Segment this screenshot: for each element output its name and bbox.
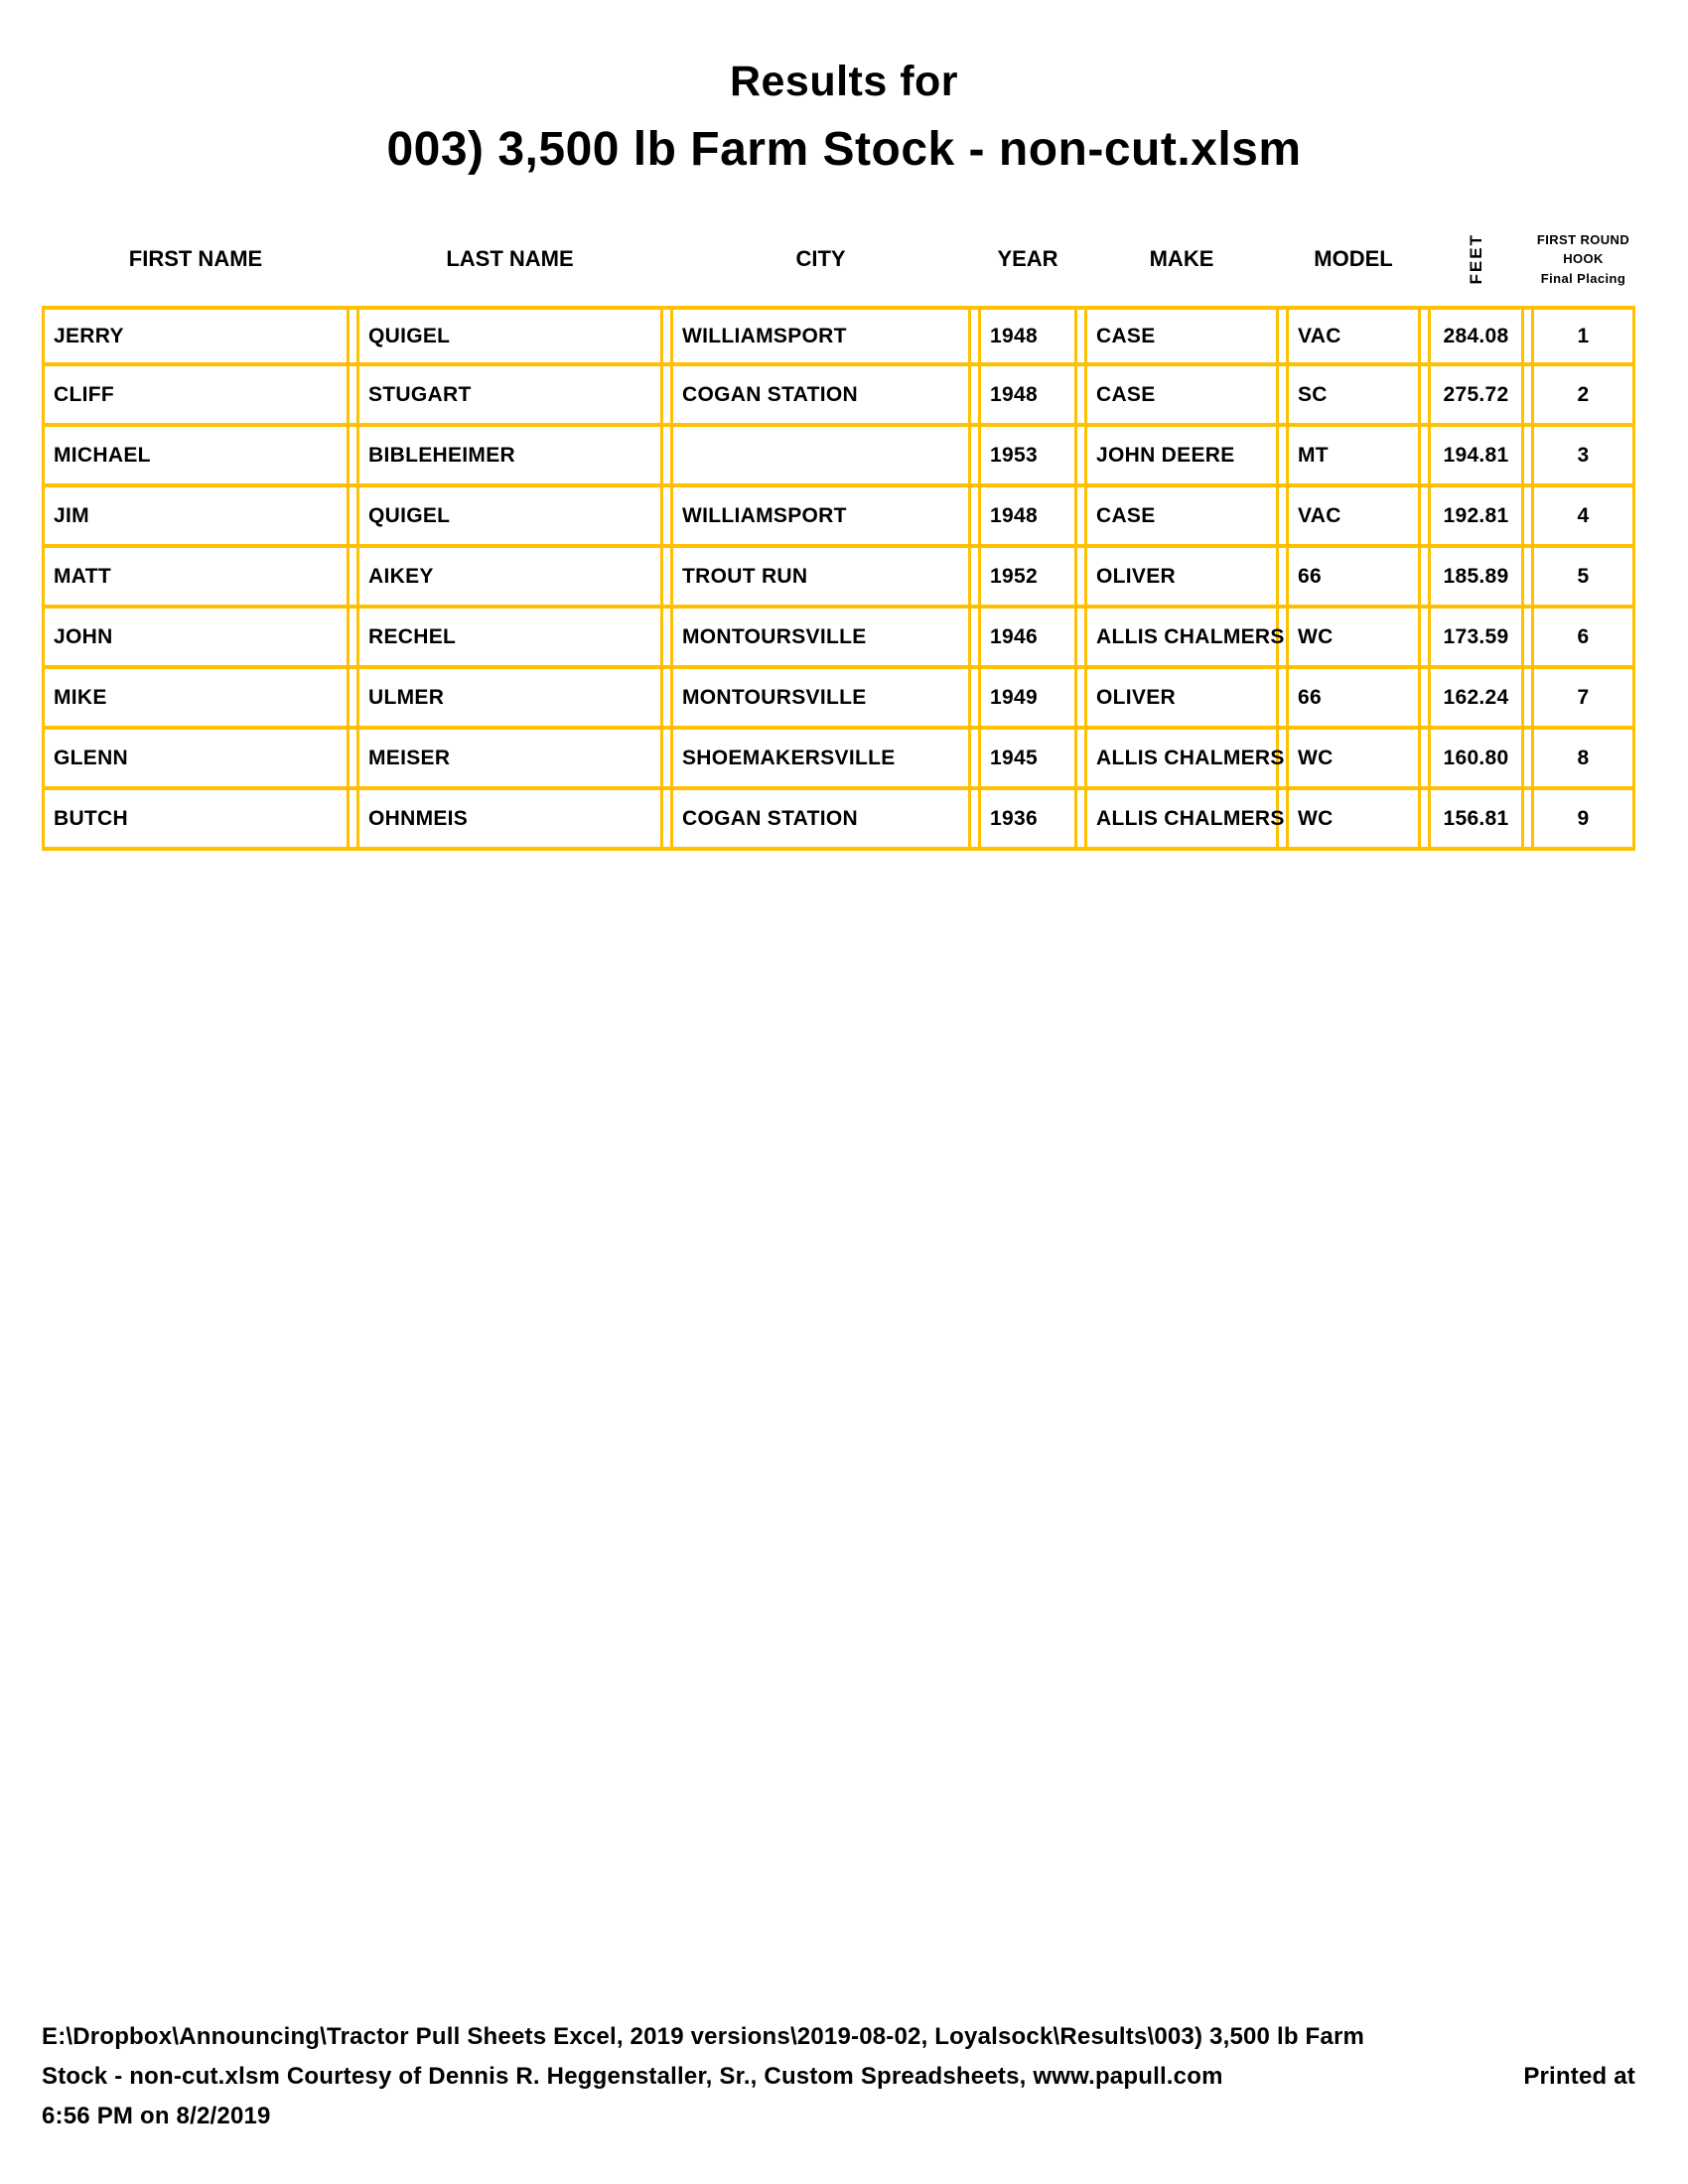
cell-make: JOHN DEERE [1084,427,1279,483]
cell-first-name: MICHAEL [42,427,350,483]
cell-make: ALLIS CHALMERS [1084,730,1279,786]
table-row [42,548,1635,609]
cell-feet: 192.81 [1428,487,1524,544]
placing-header-line2: HOOK [1563,251,1604,267]
footer-line1: E:\Dropbox\Announcing\Tractor Pull Sheets Excel, 2019 versions\2019-08-02, Loyalsock\Results\003) 3,500 lb Farm [42,2023,1365,2050]
col-header-feet [1428,218,1524,300]
cell-make: ALLIS CHALMERS [1084,790,1279,847]
table-row [42,487,1635,548]
cell-city: MONTOURSVILLE [670,609,971,665]
cell-first-name: JIM [42,487,350,544]
cell-first-name: MIKE [42,669,350,726]
cell-placing: 9 [1531,790,1635,847]
cell-placing: 2 [1531,366,1635,423]
cell-city: SHOEMAKERSVILLE [670,730,971,786]
footer-line3: 6:56 PM on 8/2/2019 [42,2103,271,2129]
cell-feet: 173.59 [1428,609,1524,665]
table-row [42,730,1635,790]
cell-make: CASE [1084,310,1279,362]
cell-feet: 284.08 [1428,310,1524,362]
feet-vertical-label: FEET [1467,233,1485,285]
col-header-first-name: FIRST NAME [128,246,263,271]
cell-first-name: GLENN [42,730,350,786]
table-row [42,306,1635,366]
table-row [42,427,1635,487]
cell-year: 1946 [978,609,1077,665]
page-footer [42,2017,1635,2136]
cell-last-name: MEISER [356,730,663,786]
cell-city: COGAN STATION [670,366,971,423]
cell-make: OLIVER [1084,669,1279,726]
col-header-last-name: LAST NAME [446,246,574,271]
cell-year: 1948 [978,487,1077,544]
cell-last-name: STUGART [356,366,663,423]
report-title-line2: 003) 3,500 lb Farm Stock - non-cut.xlsm [386,123,1302,176]
cell-feet: 194.81 [1428,427,1524,483]
table-row [42,790,1635,851]
cell-make: CASE [1084,366,1279,423]
cell-city: TROUT RUN [670,548,971,605]
placing-header-line3: Final Placing [1540,270,1626,286]
results-rows [42,306,1635,851]
cell-placing: 7 [1531,669,1635,726]
cell-city: WILLIAMSPORT [670,310,971,362]
cell-first-name: CLIFF [42,366,350,423]
cell-feet: 185.89 [1428,548,1524,605]
cell-last-name: ULMER [356,669,663,726]
col-header-year: YEAR [997,246,1058,271]
cell-city: MONTOURSVILLE [670,669,971,726]
cell-model: 66 [1286,669,1421,726]
report-title-line1: Results for [729,58,959,105]
cell-model: VAC [1286,310,1421,362]
cell-model: 66 [1286,548,1421,605]
cell-first-name: JERRY [42,310,350,362]
cell-first-name: MATT [42,548,350,605]
cell-last-name: OHNMEIS [356,790,663,847]
cell-last-name: QUIGEL [356,310,663,362]
cell-city [670,427,971,483]
cell-year: 1936 [978,790,1077,847]
cell-model: SC [1286,366,1421,423]
cell-city: COGAN STATION [670,790,971,847]
cell-feet: 160.80 [1428,730,1524,786]
cell-placing: 8 [1531,730,1635,786]
cell-placing: 5 [1531,548,1635,605]
cell-model: VAC [1286,487,1421,544]
placing-header-lines [1537,230,1629,289]
table-row [42,669,1635,730]
cell-year: 1948 [978,310,1077,362]
cell-placing: 6 [1531,609,1635,665]
cell-model: MT [1286,427,1421,483]
col-header-model: MODEL [1314,246,1393,271]
cell-year: 1949 [978,669,1077,726]
cell-year: 1948 [978,366,1077,423]
cell-year: 1953 [978,427,1077,483]
placing-header-line1: FIRST ROUND [1536,231,1630,247]
table-header-row [42,218,1635,300]
cell-last-name: BIBLEHEIMER [356,427,663,483]
col-header-make: MAKE [1149,246,1214,271]
table-row [42,609,1635,669]
cell-last-name: RECHEL [356,609,663,665]
cell-last-name: QUIGEL [356,487,663,544]
results-table [42,218,1635,851]
table-row [42,366,1635,427]
cell-first-name: JOHN [42,609,350,665]
cell-feet: 162.24 [1428,669,1524,726]
cell-placing: 4 [1531,487,1635,544]
cell-year: 1945 [978,730,1077,786]
cell-make: OLIVER [1084,548,1279,605]
footer-line2-right: Printed at [1523,2063,1635,2090]
cell-last-name: AIKEY [356,548,663,605]
col-header-city: CITY [795,246,846,271]
cell-model: WC [1286,609,1421,665]
footer-line2-left: Stock - non-cut.xlsm Courtesy of Dennis R. Heggenstaller, Sr., Custom Spreadsheets, www.papull.com [42,2063,1223,2090]
cell-model: WC [1286,790,1421,847]
cell-model: WC [1286,730,1421,786]
col-header-placing [1531,218,1635,300]
cell-year: 1952 [978,548,1077,605]
cell-city: WILLIAMSPORT [670,487,971,544]
cell-make: CASE [1084,487,1279,544]
footer-line2 [42,2057,1635,2097]
cell-placing: 1 [1531,310,1635,362]
cell-make: ALLIS CHALMERS [1084,609,1279,665]
cell-feet: 156.81 [1428,790,1524,847]
cell-feet: 275.72 [1428,366,1524,423]
cell-first-name: BUTCH [42,790,350,847]
cell-placing: 3 [1531,427,1635,483]
